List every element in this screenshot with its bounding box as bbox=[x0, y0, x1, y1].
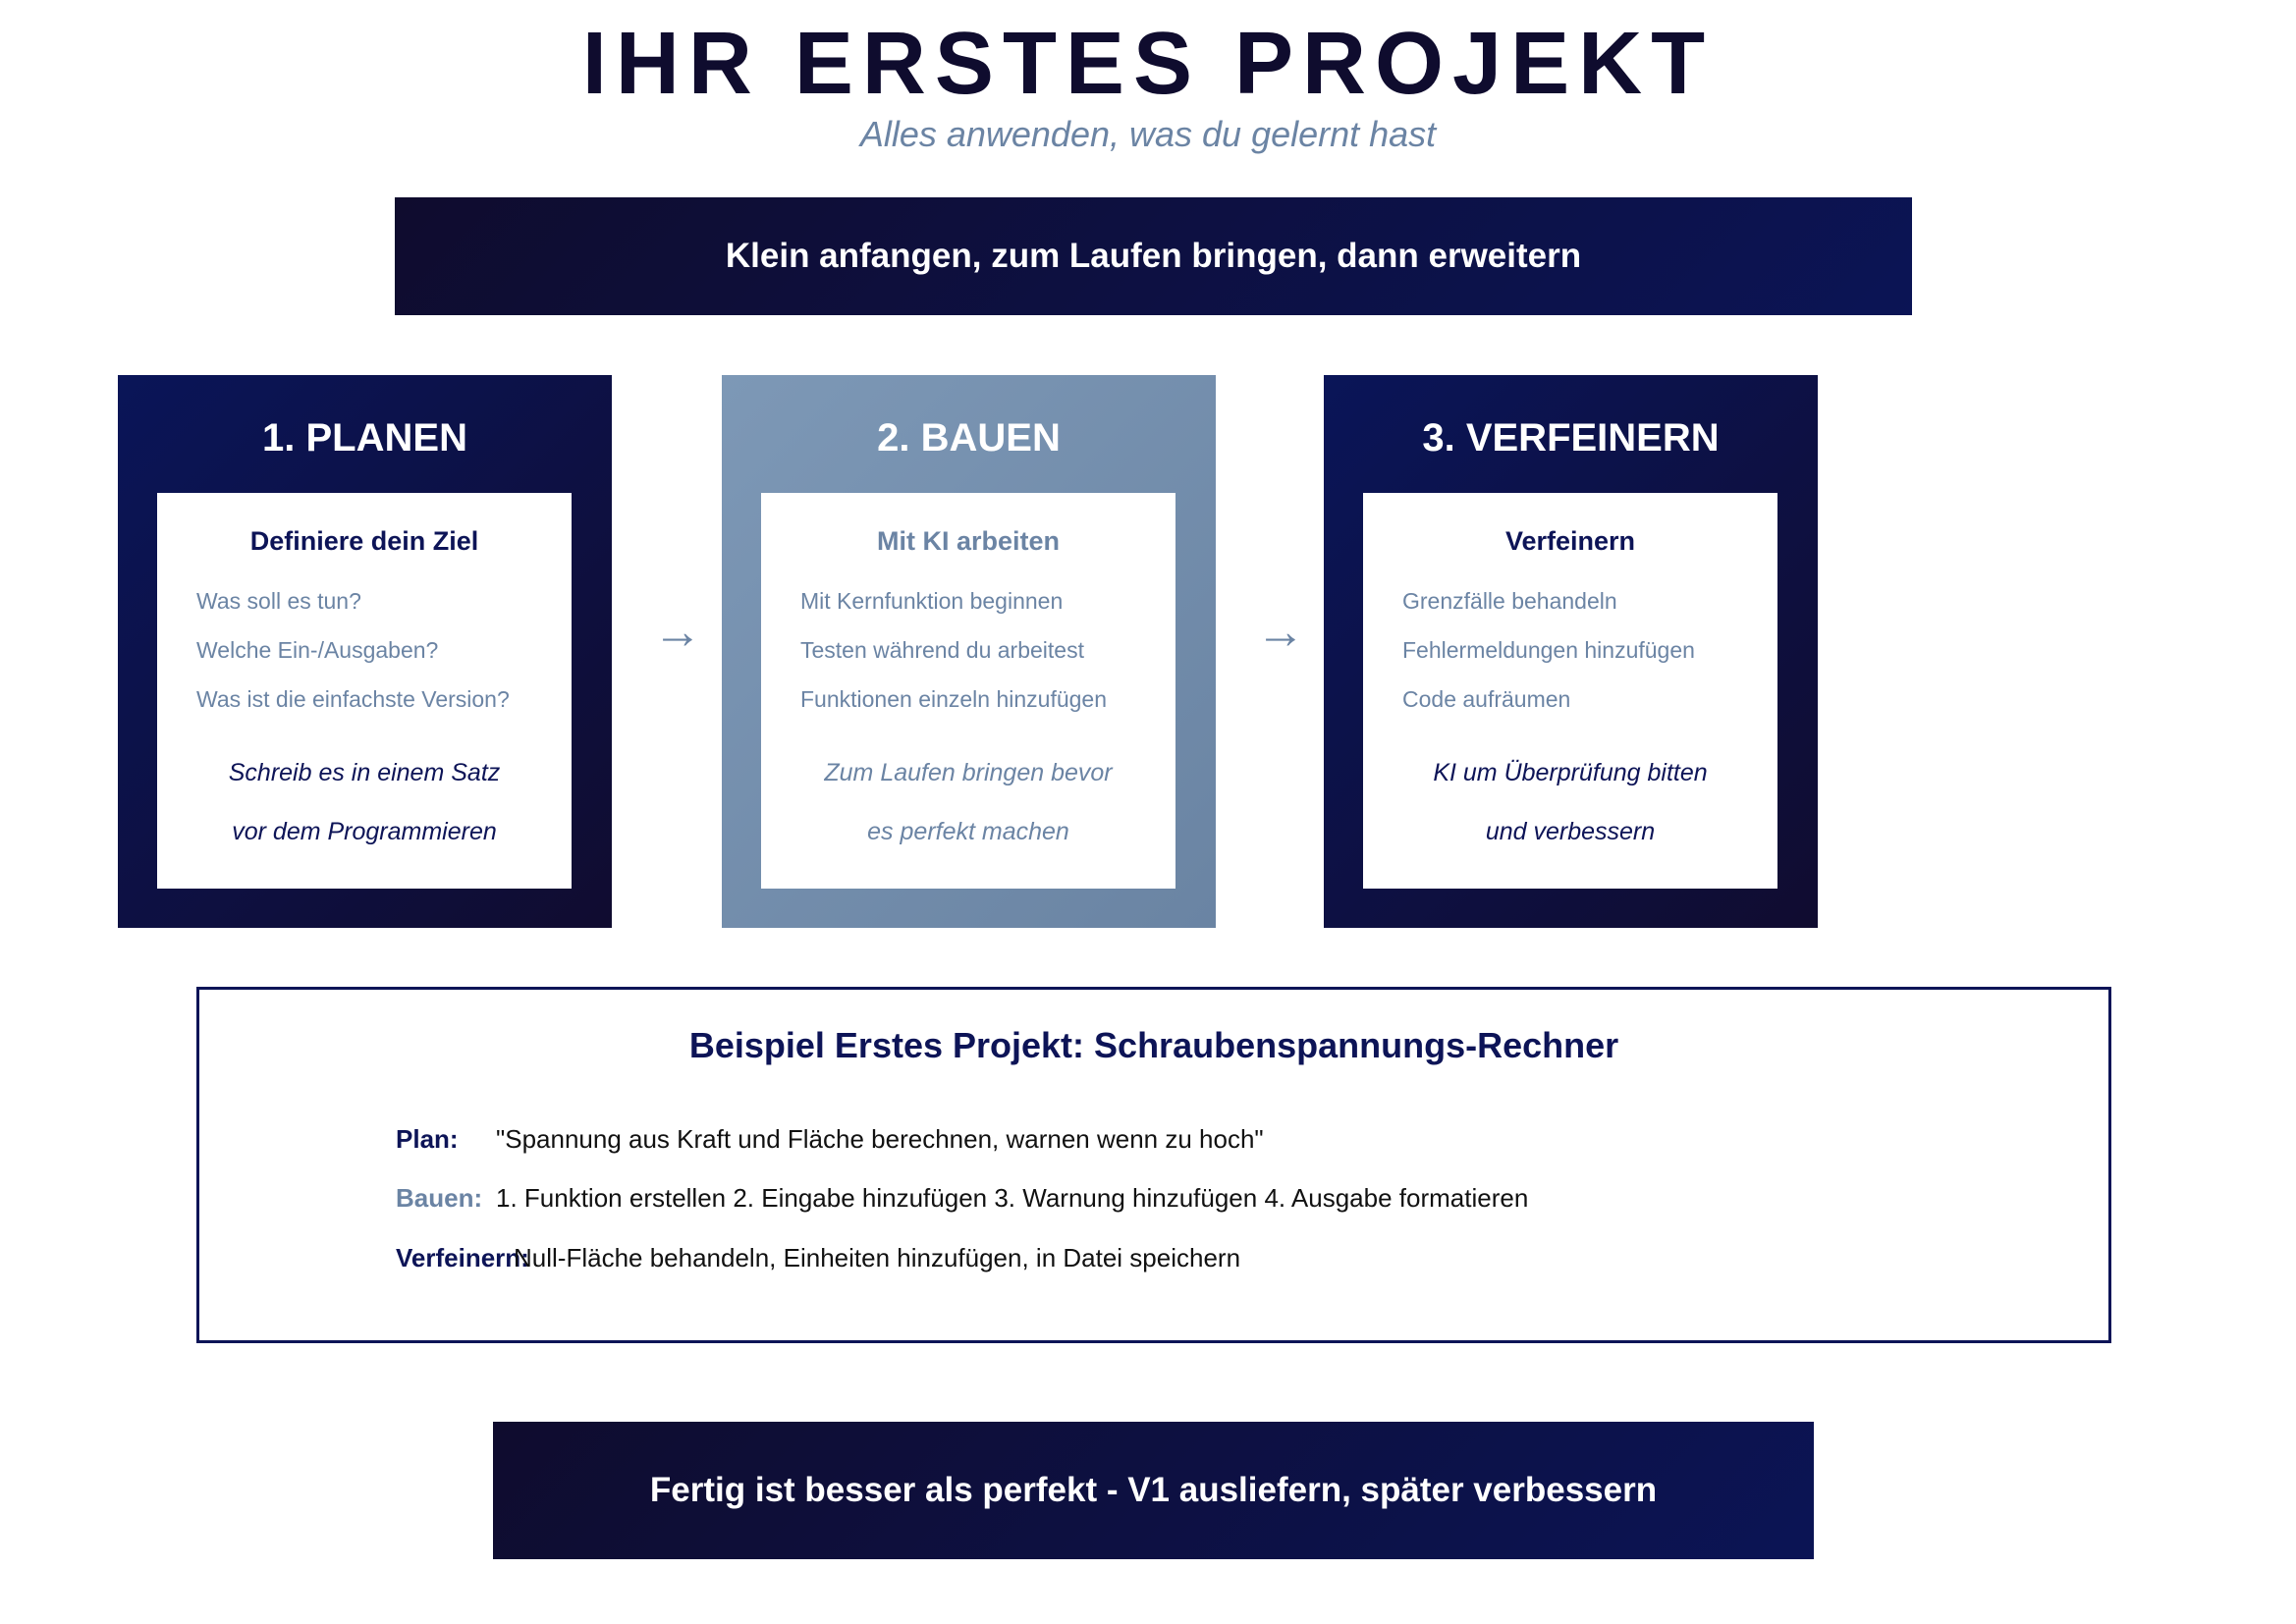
top-banner-text: Klein anfangen, zum Laufen bringen, dann erweitern bbox=[725, 237, 1582, 275]
row-value: "Spannung aus Kraft und Fläche berechnen, warnen wenn zu hoch" bbox=[496, 1124, 1264, 1154]
arrow-right-icon: → bbox=[1256, 604, 1305, 659]
step-title: 1. PLANEN bbox=[262, 416, 467, 460]
row-value: 1. Funktion erstellen 2. Eingabe hinzufügen 3. Warnung hinzufügen 4. Ausgabe formatieren bbox=[496, 1183, 1529, 1213]
step-card bbox=[1363, 493, 1777, 889]
example-box bbox=[196, 987, 2111, 1343]
note-line: KI um Überprüfung bitten bbox=[1433, 759, 1708, 786]
step-title: 2. BAUEN bbox=[877, 416, 1061, 460]
step-plan bbox=[118, 375, 612, 928]
list-item: Was ist die einfachste Version? bbox=[196, 686, 510, 712]
step-note bbox=[157, 743, 572, 861]
row-value: Null-Fläche behandeln, Einheiten hinzufügen, in Datei speichern bbox=[514, 1243, 1241, 1272]
page-subtitle: Alles anwenden, was du gelernt hast bbox=[859, 114, 1437, 154]
row-label: Verfeinern: bbox=[396, 1243, 529, 1272]
top-banner bbox=[395, 197, 1912, 315]
step-build bbox=[722, 375, 1216, 928]
step-heading: Verfeinern bbox=[1504, 526, 1636, 556]
step-heading: Definiere dein Ziel bbox=[249, 526, 479, 556]
arrow-right-icon: → bbox=[653, 604, 702, 659]
step-card bbox=[157, 493, 572, 889]
note-line: und verbessern bbox=[1485, 818, 1656, 845]
step-title: 3. VERFEINERN bbox=[1422, 416, 1720, 460]
note-line: vor dem Programmieren bbox=[232, 818, 497, 845]
list-item: Mit Kernfunktion beginnen bbox=[800, 588, 1064, 614]
list-item: Testen während du arbeitest bbox=[800, 637, 1084, 663]
list-item: Fehlermeldungen hinzufügen bbox=[1402, 637, 1695, 663]
note-line: Zum Laufen bringen bevor bbox=[824, 759, 1113, 786]
list-item: Code aufräumen bbox=[1402, 686, 1571, 712]
page-title: IHR ERSTES PROJEKT bbox=[581, 15, 1715, 113]
list-item: Grenzfälle behandeln bbox=[1402, 588, 1617, 614]
example-title: Beispiel Erstes Projekt: Schraubenspannungs-Rechner bbox=[688, 1025, 1619, 1065]
step-heading: Mit KI arbeiten bbox=[876, 526, 1061, 556]
list-item: Welche Ein-/Ausgaben? bbox=[196, 637, 439, 663]
step-card bbox=[761, 493, 1175, 889]
row-label: Plan: bbox=[396, 1124, 459, 1154]
step-note bbox=[761, 743, 1175, 861]
step-refine bbox=[1324, 375, 1818, 928]
list-item: Funktionen einzeln hinzufügen bbox=[800, 686, 1108, 712]
bottom-banner bbox=[493, 1422, 1814, 1559]
bottom-banner-text: Fertig ist besser als perfekt - V1 ausliefern, später verbessern bbox=[649, 1471, 1658, 1509]
note-line: Schreib es in einem Satz bbox=[228, 759, 501, 786]
note-line: es perfekt machen bbox=[867, 818, 1069, 845]
step-note bbox=[1363, 743, 1777, 861]
list-item: Was soll es tun? bbox=[196, 588, 361, 614]
row-label: Bauen: bbox=[396, 1183, 483, 1213]
